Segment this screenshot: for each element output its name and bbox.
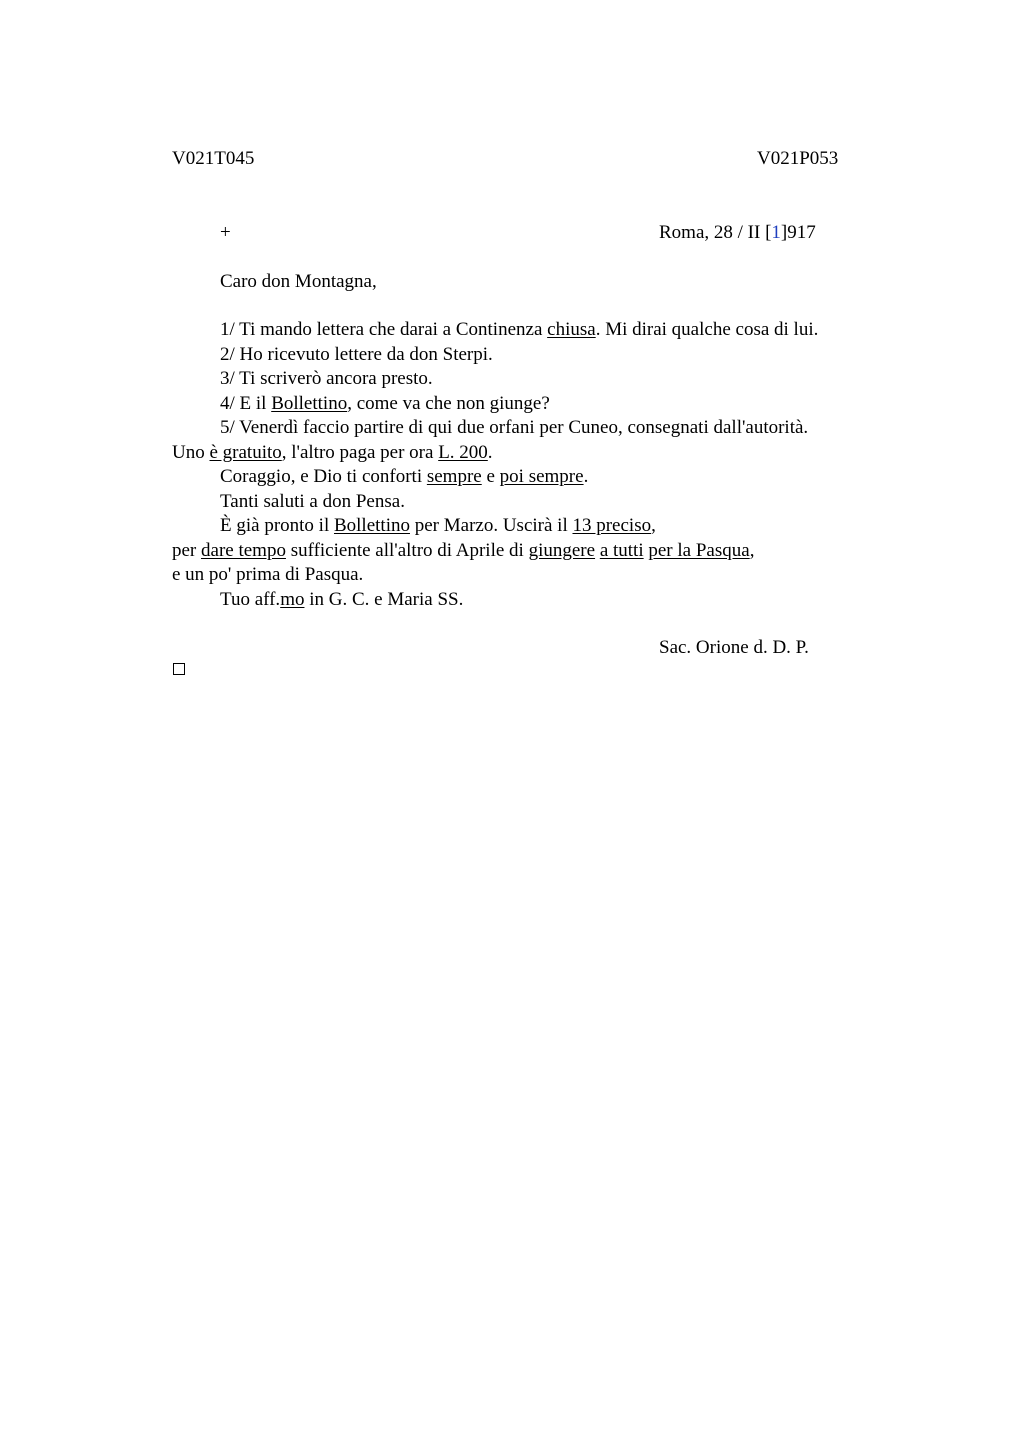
underlined-text: L. 200 [438, 442, 488, 463]
date-suffix: ]917 [780, 222, 816, 243]
underlined-text: a tutti [599, 540, 644, 561]
text-segment: sufficiente all'altro di Aprile di [285, 540, 529, 561]
text-segment: per [172, 540, 202, 561]
paragraph-8-end: e un po' prima di Pasqua. [172, 564, 364, 585]
signature: Sac. Orione d. D. P. [659, 637, 809, 658]
salutation: Caro don Montagna, [220, 271, 377, 292]
underlined-text: chiusa [547, 319, 596, 340]
underlined-text: per la Pasqua [648, 540, 750, 561]
text-segment: , [651, 515, 656, 536]
end-of-document-box-icon [173, 663, 185, 675]
closing [220, 589, 463, 611]
text-segment: per Marzo. Uscirà il [409, 515, 573, 536]
text-segment: . [487, 442, 493, 463]
text-segment: e [481, 466, 500, 487]
text-segment: Tuo aff. [220, 589, 281, 610]
paragraph-2: 2/ Ho ricevuto lettere da don Sterpi. [220, 344, 493, 365]
underlined-text: sempre [426, 466, 482, 487]
text-segment: 4/ E il [220, 393, 272, 414]
document-code-right: V021P053 [757, 148, 839, 169]
paragraph-5: 5/ Venerdì faccio partire di qui due orfani per Cuneo, consegnati dall'autorità. [220, 417, 809, 438]
text-segment: Coraggio, e Dio ti conforti [220, 466, 427, 487]
paragraph-8-continued [172, 540, 754, 562]
letter-date [659, 222, 816, 244]
text-segment: È già pronto il [220, 515, 334, 536]
date-bracket-digit: 1 [771, 222, 781, 243]
text-segment: in G. C. e Maria SS. [304, 589, 464, 610]
text-segment: , [749, 540, 755, 561]
text-segment: . Mi dirai qualche cosa di lui. [595, 319, 819, 340]
paragraph-6 [220, 466, 588, 488]
underlined-text: dare tempo [201, 540, 286, 561]
text-segment: . [583, 466, 589, 487]
paragraph-7: Tanti saluti a don Pensa. [220, 491, 405, 512]
cross-mark: + [220, 222, 231, 243]
text-segment: , l'altro paga per ora [281, 442, 439, 463]
text-segment: Uno [172, 442, 210, 463]
paragraph-3: 3/ Ti scriverò ancora presto. [220, 368, 433, 389]
underlined-text: mo [280, 589, 305, 610]
paragraph-8 [220, 515, 656, 537]
underlined-text: poi sempre [499, 466, 584, 487]
paragraph-4 [220, 393, 550, 415]
paragraph-5-continued [172, 442, 493, 464]
date-prefix: Roma, 28 / II [ [659, 222, 772, 243]
paragraph-1 [220, 319, 818, 341]
text-segment: 1/ Ti mando lettera che darai a Continenza [220, 319, 548, 340]
underlined-text: giungere [528, 540, 596, 561]
underlined-text: Bollettino [271, 393, 348, 414]
underlined-text: è gratuito [209, 442, 282, 463]
underlined-text: Bollettino [333, 515, 410, 536]
text-segment: , come va che non giunge? [347, 393, 550, 414]
document-code-left: V021T045 [172, 148, 255, 169]
underlined-text: 13 preciso [572, 515, 652, 536]
